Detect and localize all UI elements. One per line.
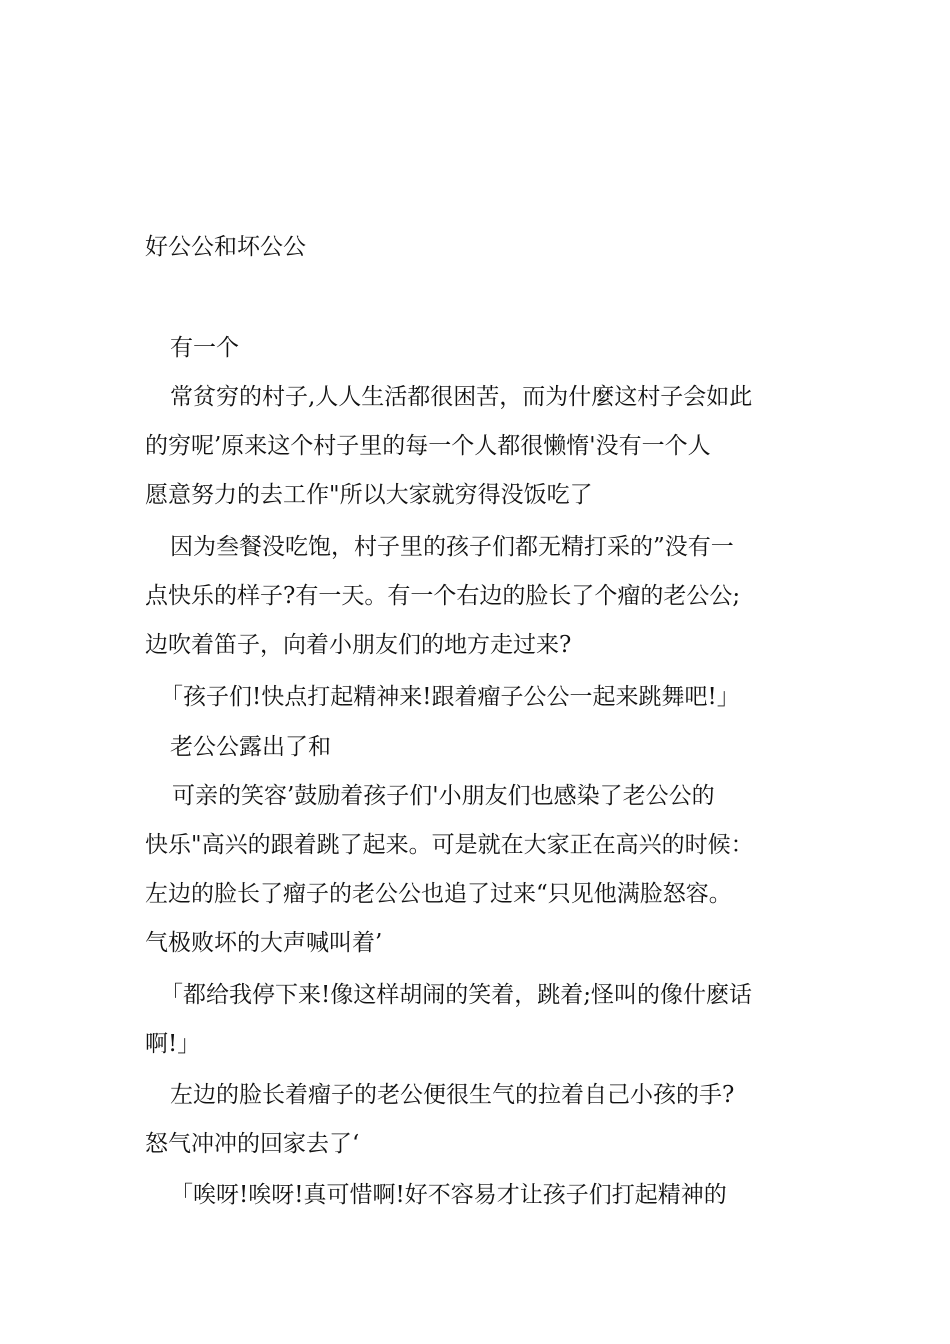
paragraph-line-11: 左边的脸长了瘤子的老公公也追了过来“只见他满脸怒容。 (145, 881, 732, 907)
paragraph-line-8: 老公公露出了和 (170, 734, 331, 760)
dialogue-line-2: 「都给我停下来!像这样胡闹的笑着，跳着;怪叫的像什麽话 (160, 982, 752, 1008)
paragraph-line-14: 怒气冲冲的回家去了‘ (145, 1131, 360, 1157)
dialogue-line-2-cont: 啊!」 (145, 1031, 201, 1057)
paragraph-line-3: 的穷呢’原来这个村子里的每一个人都很懒惰'没有一个人 (145, 433, 711, 459)
paragraph-line-7: 边吹着笛子，向着小朋友们的地方走过来? (145, 632, 572, 658)
paragraph-line-9: 可亲的笑容’鼓励着孩子们'小朋友们也感染了老公公的 (172, 783, 715, 809)
paragraph-line-2: 常贫穷的村子,人人生活都很困苦，而为什麼这村子会如此 (170, 384, 753, 410)
dialogue-line-3: 「唉呀!唉呀!真可惜啊!好不容易才让孩子们打起精神的 (170, 1182, 727, 1208)
paragraph-line-4: 愿意努力的去工作"所以大家就穷得没饭吃了 (145, 482, 593, 508)
paragraph-line-13: 左边的脸长着瘤子的老公便很生气的拉着自己小孩的手? (170, 1082, 735, 1108)
document-title: 好公公和坏公公 (145, 234, 306, 260)
paragraph-line-6: 点快乐的样子?有一天。有一个右边的脸长了个瘤的老公公; (145, 583, 741, 609)
paragraph-line-12: 气极败坏的大声喊叫着’ (145, 930, 383, 956)
dialogue-line-1: 「孩子们!快点打起精神来!跟着瘤子公公一起来跳舞吧!」 (160, 684, 740, 710)
paragraph-line-1: 有一个 (170, 335, 239, 361)
paragraph-line-5: 因为叁餐没吃饱，村子里的孩子们都无精打采的”没有一 (170, 534, 734, 560)
paragraph-line-10: 快乐"高兴的跟着跳了起来。可是就在大家正在高兴的时候： (145, 832, 754, 858)
